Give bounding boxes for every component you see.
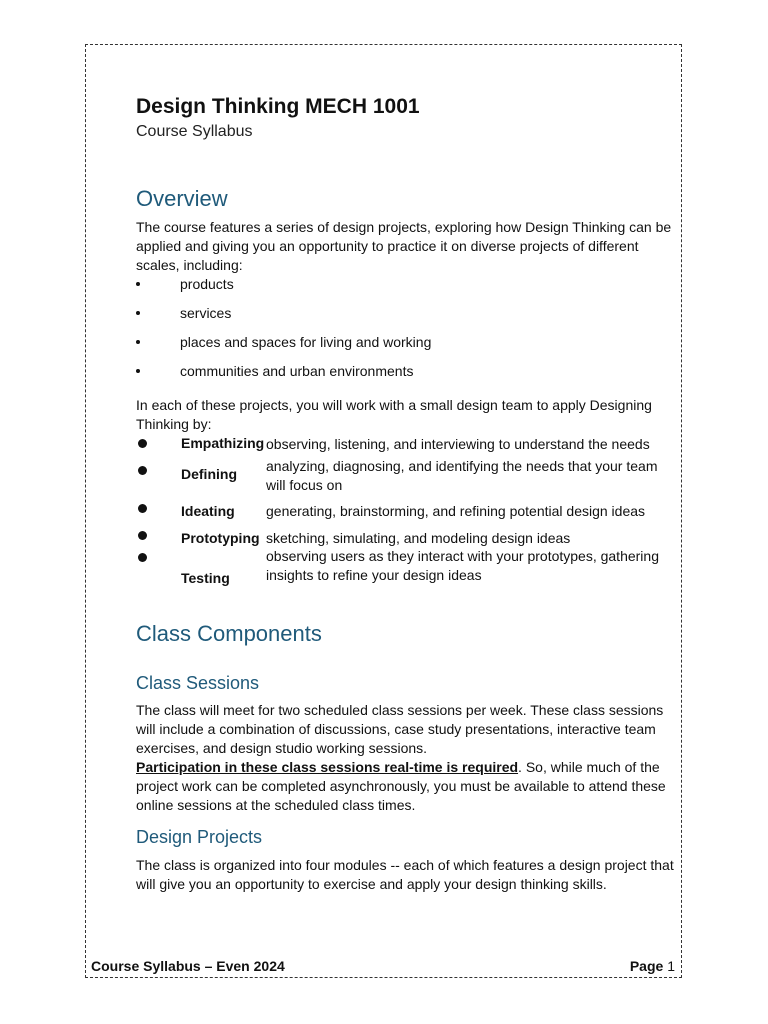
syllabus-content xyxy=(136,94,676,894)
bullet-icon xyxy=(138,553,147,562)
bullet-icon xyxy=(136,340,140,344)
class-components-heading: Class Components xyxy=(136,621,322,646)
participation-required-text: Participation in these class sessions real-time is required xyxy=(136,759,519,775)
page-number xyxy=(630,958,675,974)
project-scales-list xyxy=(136,275,676,391)
phase-description: analyzing, diagnosing, and identifying the needs that your team will focus on xyxy=(266,458,658,493)
phase-description: sketching, simulating, and modeling design ideas xyxy=(266,529,571,546)
phase-row xyxy=(136,454,676,498)
phase-description: observing users as they interact with your prototypes, gathering insights to refine your design ideas xyxy=(266,548,659,583)
list-item xyxy=(136,304,676,333)
design-projects-text: The class is organized into four modules -- each of which features a design project that will give you an opportunity to exercise and apply your design thinking skills. xyxy=(136,857,674,892)
phase-term: Prototyping xyxy=(181,530,260,546)
sessions-text-intro: The class will meet for two scheduled class sessions per week. These class sessions will include a combination of discussions, case study presentations, interactive team exercises, and design studio working sessions. xyxy=(136,702,664,756)
phase-term: Empathizing xyxy=(181,435,265,451)
phase-term: Testing xyxy=(181,570,230,586)
design-thinking-phases xyxy=(136,434,676,589)
team-intro: In each of these projects, you will work with a small design team to apply Designing Thinking by: xyxy=(136,397,652,432)
phase-row xyxy=(136,548,676,589)
overview-heading: Overview xyxy=(136,186,228,211)
design-projects-heading: Design Projects xyxy=(136,827,263,847)
page-number-value: 1 xyxy=(667,958,675,974)
list-item-text: products xyxy=(180,276,234,292)
list-item xyxy=(136,333,676,362)
list-item xyxy=(136,275,676,304)
phase-description: observing, listening, and interviewing to understand the needs xyxy=(266,435,650,452)
phase-term: Ideating xyxy=(181,503,235,519)
list-item-text: communities and urban environments xyxy=(180,363,414,379)
sessions-text-rest: . So, while much of the project work can be completed asynchronously, you must be available to attend these online sessions at the scheduled class times. xyxy=(136,759,666,813)
bullet-icon xyxy=(138,531,147,540)
list-item xyxy=(136,362,676,391)
bullet-icon xyxy=(138,504,147,513)
bullet-icon xyxy=(136,311,140,315)
phase-row xyxy=(136,434,676,454)
document-title: Design Thinking MECH 1001 xyxy=(136,95,420,118)
bullet-icon xyxy=(138,439,147,448)
list-item-text: places and spaces for living and working xyxy=(180,334,432,350)
page-label: Page xyxy=(629,958,664,974)
footer-course-label: Course Syllabus – Even 2024 xyxy=(91,958,285,974)
overview-intro: The course features a series of design projects, exploring how Design Thinking can be applied and giving you an opportunity to practice it on diverse projects of different scales, including: xyxy=(136,219,672,273)
bullet-icon xyxy=(136,282,140,286)
phase-row xyxy=(136,498,676,525)
page-footer xyxy=(91,958,675,974)
document-subtitle: Course Syllabus xyxy=(136,123,253,140)
bullet-icon xyxy=(136,369,140,373)
class-sessions-text xyxy=(136,701,676,815)
bullet-icon xyxy=(138,466,147,475)
phase-description: generating, brainstorming, and refining potential design ideas xyxy=(266,503,646,519)
phase-term: Defining xyxy=(181,466,237,482)
list-item-text: services xyxy=(180,305,232,321)
class-sessions-heading: Class Sessions xyxy=(136,673,260,693)
